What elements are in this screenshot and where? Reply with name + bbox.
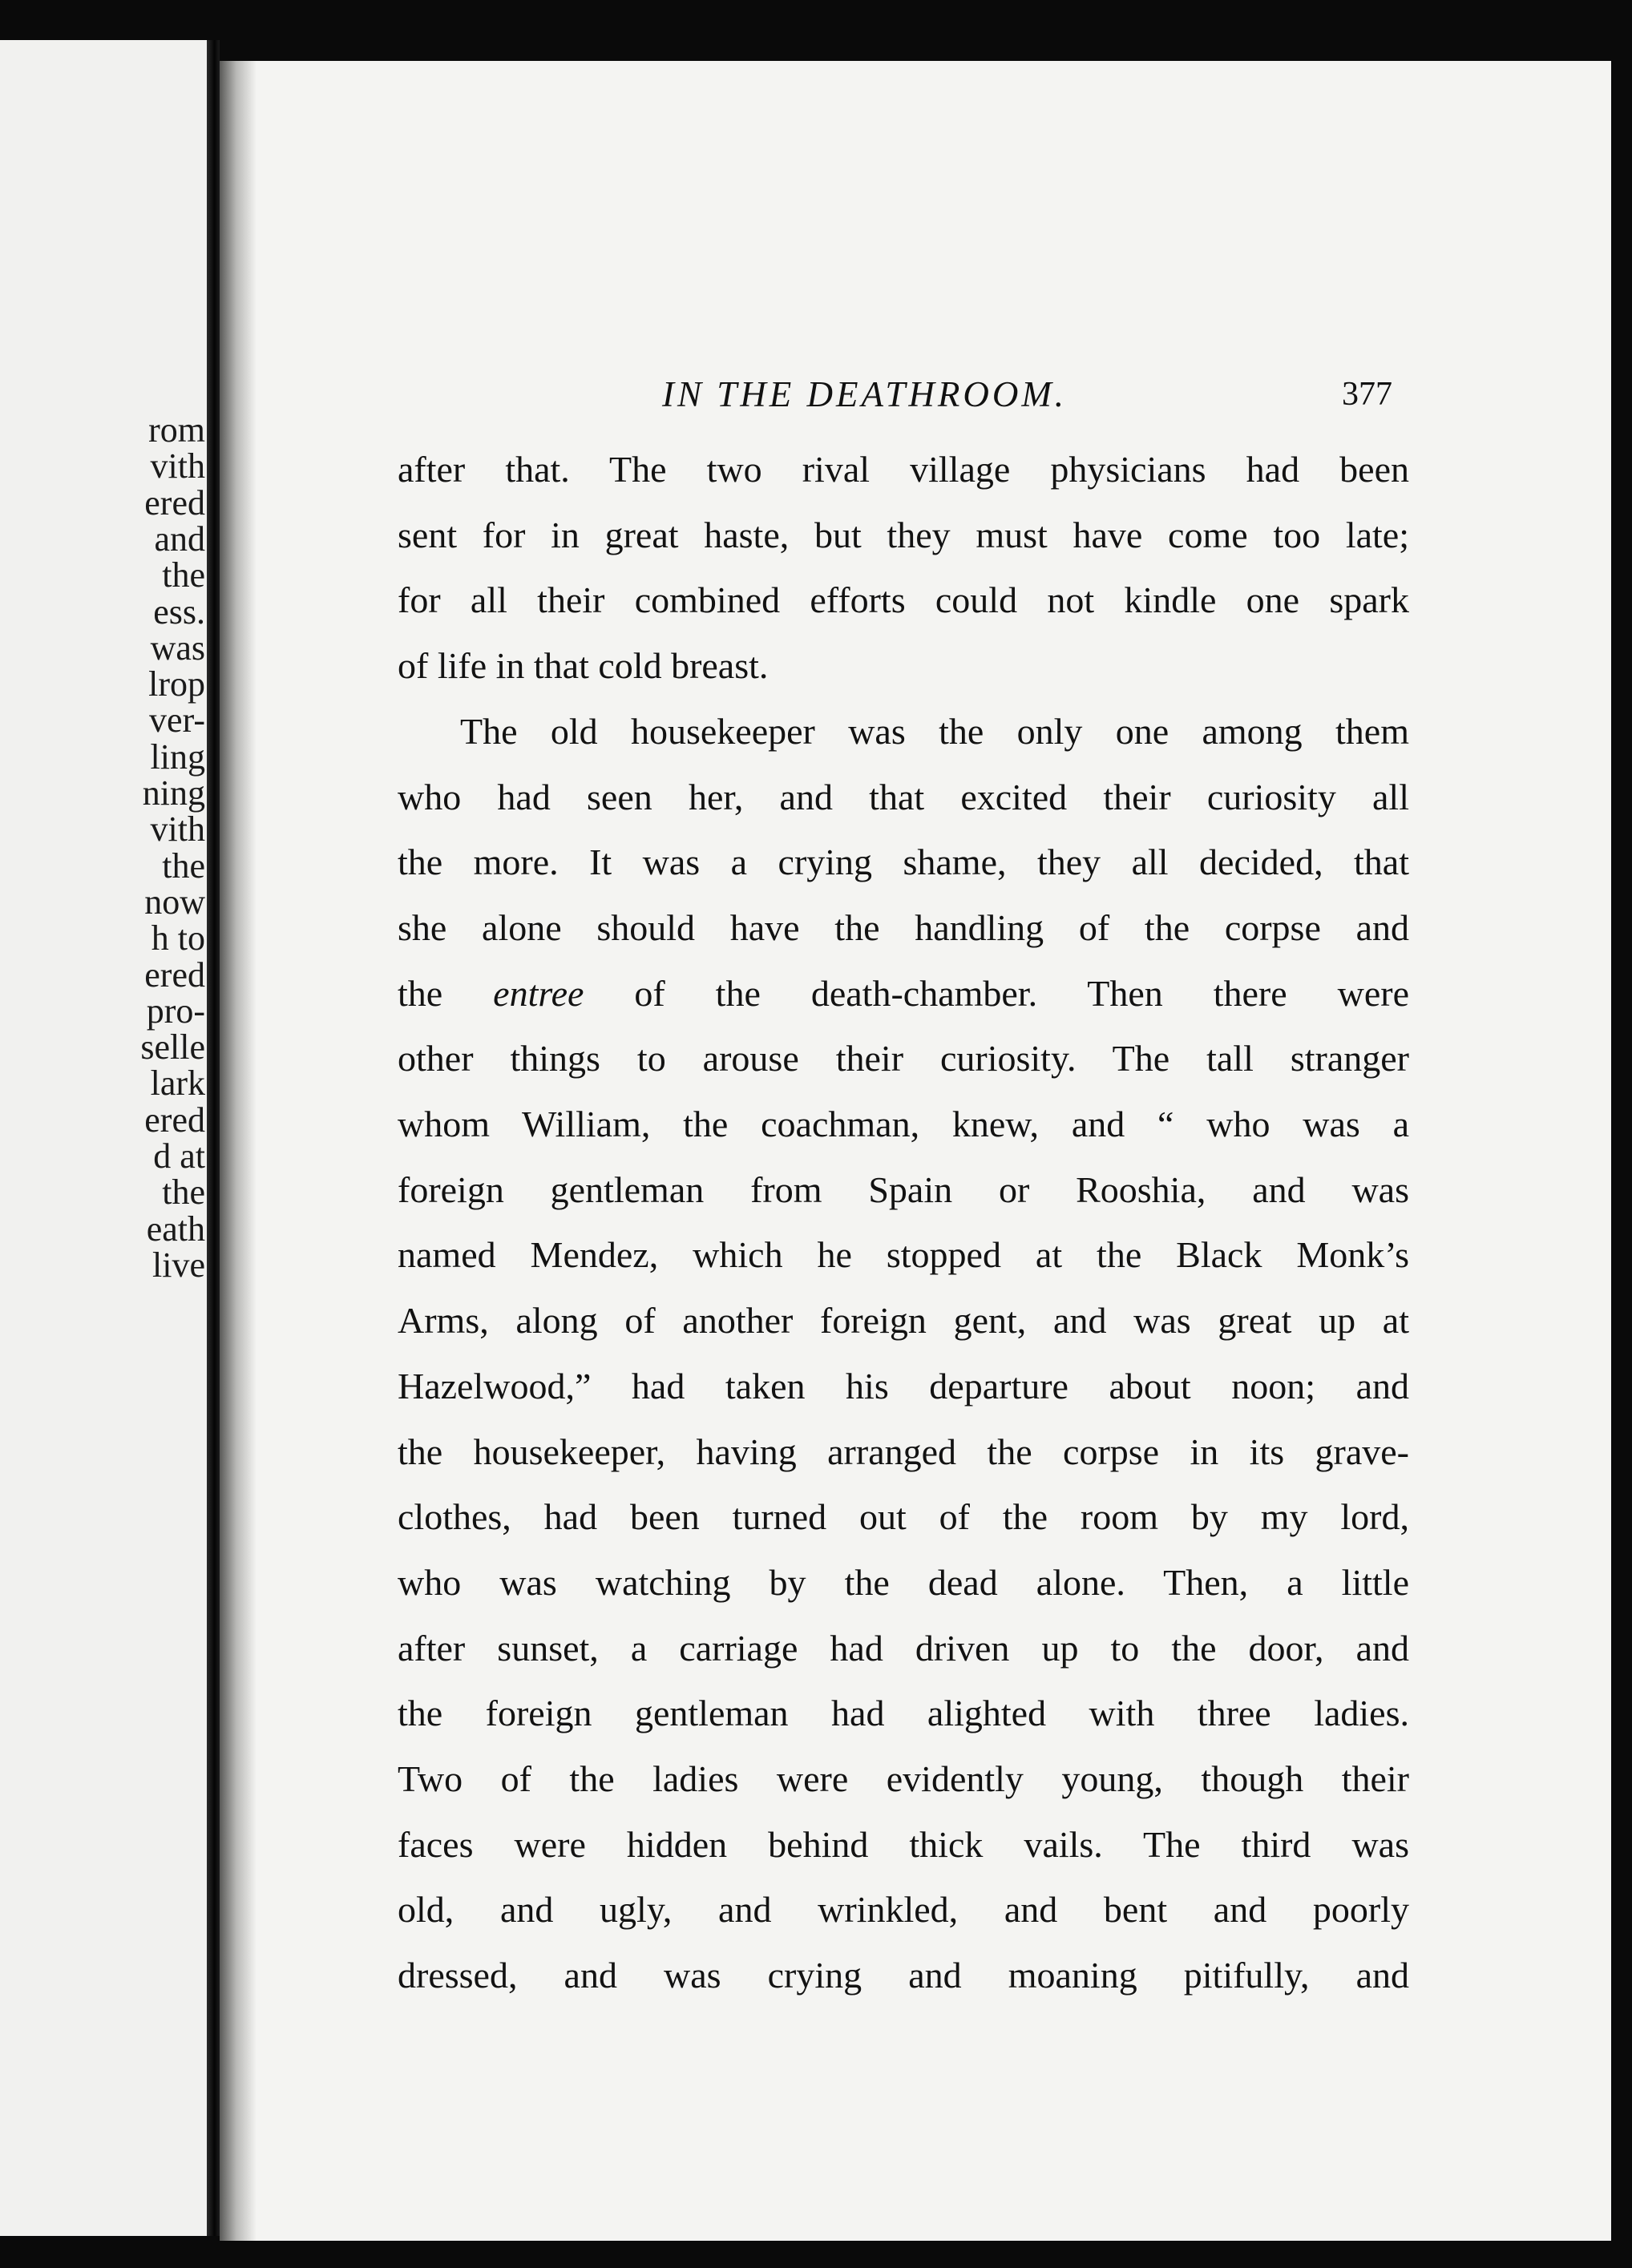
text-line: the foreign gentleman had alighted with three ladies. (398, 1693, 1409, 1734)
previous-page-line: ess. (153, 591, 205, 632)
previous-page-line: vith (150, 446, 205, 486)
text-line: old, and ugly, and wrinkled, and bent and poorly (398, 1889, 1409, 1931)
previous-page-fragment (0, 40, 208, 2236)
running-head: IN THE DEATHROOM. (662, 374, 1068, 414)
text-line: faces were hidden behind thick vails. The third was (398, 1823, 1409, 1865)
previous-page-line: now (144, 882, 205, 922)
text-line: she alone should have the handling of the corpse and (398, 906, 1409, 948)
text-line: the more. It was a crying shame, they all decided, that (398, 841, 1409, 883)
previous-page-line: the (162, 555, 205, 595)
text-line: who was watching by the dead alone. Then, a little (398, 1561, 1409, 1603)
text-line: after sunset, a carriage had driven up to the door, and (398, 1627, 1409, 1669)
previous-page-line: lrop (148, 664, 205, 704)
previous-page-line: selle (140, 1027, 205, 1067)
previous-page-line: ning (142, 773, 205, 813)
previous-page-line: ling (150, 736, 205, 777)
text-line: dressed, and was crying and moaning pitifully, and (398, 1955, 1409, 1996)
previous-page-line: lark (150, 1063, 205, 1104)
previous-page-line: and (154, 519, 205, 559)
text-line: The old housekeeper was the only one among them (460, 710, 1409, 752)
previous-page-line: eath (146, 1209, 205, 1249)
previous-page-line: h to (151, 918, 205, 958)
text-line: after that. The two rival village physicians had been (398, 449, 1409, 490)
previous-page-line: ered (144, 954, 205, 995)
previous-page-line: live (152, 1245, 205, 1285)
previous-page-line: vith (150, 809, 205, 849)
italic-word: entree (493, 972, 584, 1014)
text-line: Hazelwood,” had taken his departure about noon; and (398, 1365, 1409, 1406)
page-number: 377 (1342, 376, 1392, 413)
book-gutter (207, 40, 220, 2236)
text-line: whom William, the coachman, knew, and “ who was a (398, 1104, 1409, 1144)
text-line: other things to arouse their curiosity. The tall stranger (398, 1038, 1409, 1080)
text-line: for all their combined efforts could not kindle one spark (398, 579, 1409, 621)
text-line: clothes, had been turned out of the room by my lord, (398, 1496, 1409, 1538)
previous-page-line: ver- (149, 700, 205, 741)
previous-page-line: pro- (146, 991, 205, 1031)
previous-page-line: the (162, 845, 205, 886)
text-line: sent for in great haste, but they must have come too late; (398, 514, 1409, 555)
text-line: who had seen her, and that excited their curiosity all (398, 776, 1409, 817)
book-page (220, 61, 1611, 2241)
text-line: Two of the ladies were evidently young, though their (398, 1758, 1409, 1799)
text-line: Arms, along of another foreign gent, and was great up at (398, 1300, 1409, 1342)
previous-page-line: ered (144, 482, 205, 523)
text-line: the entree of the death-chamber. Then there were (398, 972, 1409, 1014)
previous-page-line: was (150, 628, 205, 668)
text-line: of life in that cold breast. (398, 645, 769, 687)
previous-page-line: d at (153, 1136, 205, 1176)
previous-page-line: ered (144, 1100, 205, 1140)
text-line: the housekeeper, having arranged the corpse in its grave- (398, 1431, 1409, 1472)
text-line: foreign gentleman from Spain or Rooshia, and was (398, 1168, 1409, 1210)
previous-page-line: rom (148, 410, 205, 450)
previous-page-line: the (162, 1172, 205, 1213)
text-line: named Mendez, which he stopped at the Black Monk’s (398, 1234, 1409, 1276)
